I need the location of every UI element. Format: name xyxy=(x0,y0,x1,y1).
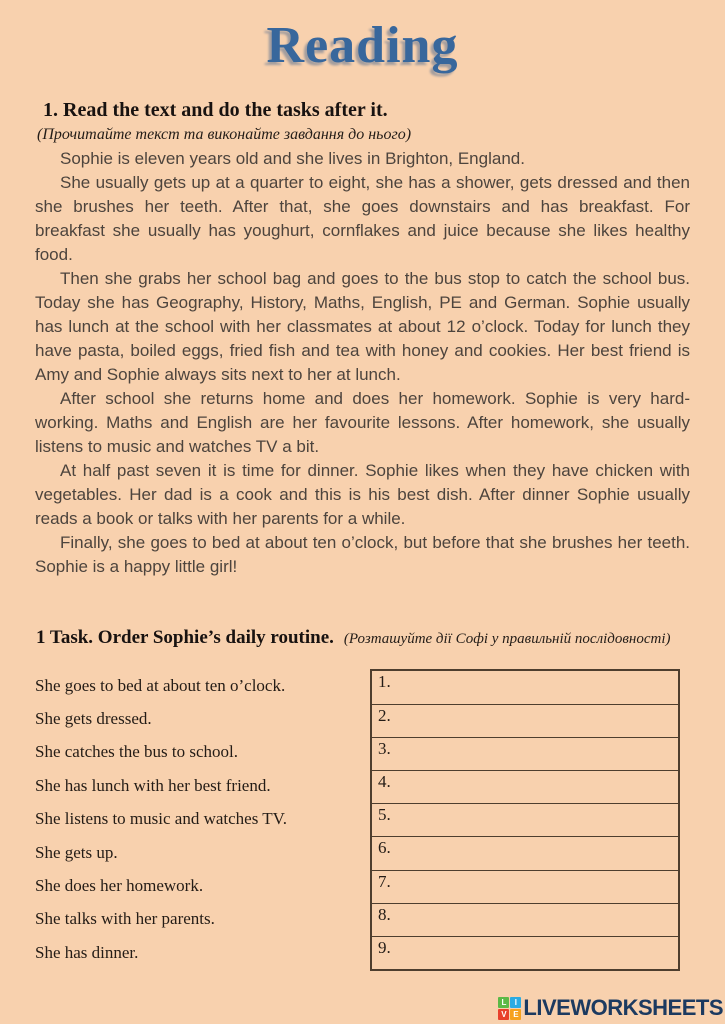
routine-item: She does her homework. xyxy=(35,876,204,896)
reading-paragraph: Then she grabs her school bag and goes to the bus stop to catch the school bus. Today she has Geography, History, Maths, English, PE and German. Sophie usually has lunch at the school with her classmates at about 12 o’clock. Today for lunch they have pasta, boiled eggs, fried fish and tea with honey and cookies. Her best friend is Amy and Sophie always sits next to her at lunch. xyxy=(35,269,690,384)
routine-items-list xyxy=(35,669,370,971)
instruction-translation: (Прочитайте текст та виконайте завдання до нього) xyxy=(37,126,412,143)
answer-number: 4. xyxy=(378,772,391,792)
answer-number: 7. xyxy=(378,871,391,891)
answer-row[interactable] xyxy=(372,803,678,836)
routine-item: She gets up. xyxy=(35,842,118,862)
routine-item: She gets dressed. xyxy=(35,709,152,729)
instruction-heading: 1. Read the text and do the tasks after it. xyxy=(43,99,388,121)
footer-brand xyxy=(498,995,723,1021)
answer-number: 1. xyxy=(378,672,391,691)
liveworksheets-logo-icon xyxy=(498,997,521,1020)
task-translation: (Розташуйте дії Софі у правильній послідовності) xyxy=(343,631,671,647)
answer-row[interactable] xyxy=(372,836,678,869)
answer-row[interactable] xyxy=(372,903,678,936)
answer-row[interactable] xyxy=(372,671,678,704)
reading-text xyxy=(35,147,690,579)
routine-item: She catches the bus to school. xyxy=(35,742,239,762)
logo-letter-tile: L xyxy=(498,997,509,1008)
logo-letter-tile: E xyxy=(510,1009,521,1020)
routine-item: She has lunch with her best friend. xyxy=(35,775,271,795)
answer-table xyxy=(370,669,680,971)
task-heading-row xyxy=(36,627,670,649)
answer-number: 3. xyxy=(378,739,391,759)
answer-row[interactable] xyxy=(372,737,678,770)
answer-number: 8. xyxy=(378,904,391,924)
page-title: Reading xyxy=(266,17,459,74)
logo-letter-tile: I xyxy=(510,997,521,1008)
reading-paragraph: She usually gets up at a quarter to eight, she has a shower, gets dressed and then she brushes her teeth. After that, she goes downstairs and has breakfast. For breakfast she usually has youghurt, cornflakes and juice because she likes healthy food. xyxy=(35,173,690,264)
answer-row[interactable] xyxy=(372,770,678,803)
answer-row[interactable] xyxy=(372,704,678,737)
routine-item: She has dinner. xyxy=(35,942,139,962)
answer-number: 2. xyxy=(378,706,391,726)
task-heading: 1 Task. Order Sophie’s daily routine. xyxy=(36,627,334,648)
ordering-task xyxy=(35,669,690,971)
brand-name: LIVEWORKSHEETS xyxy=(523,995,723,1020)
logo-letter-tile: V xyxy=(498,1009,509,1020)
routine-item: She goes to bed at about ten o’clock. xyxy=(35,675,286,695)
reading-paragraph: Sophie is eleven years old and she lives in Brighton, England. xyxy=(60,149,525,168)
routine-item: She talks with her parents. xyxy=(35,909,215,929)
answer-row[interactable] xyxy=(372,936,678,969)
reading-paragraph: After school she returns home and does her homework. Sophie is very hard-working. Maths and English are her favourite lessons. After homework, she usually listens to music and watches TV a bit. xyxy=(35,389,690,456)
answer-number: 9. xyxy=(378,937,391,957)
answer-row[interactable] xyxy=(372,870,678,903)
routine-item: She listens to music and watches TV. xyxy=(35,809,287,829)
answer-number: 5. xyxy=(378,805,391,825)
reading-paragraph: Finally, she goes to bed at about ten o’clock, but before that she brushes her teeth. Sophie is a happy little girl! xyxy=(35,533,690,576)
answer-number: 6. xyxy=(378,838,391,858)
reading-paragraph: At half past seven it is time for dinner. Sophie likes when they have chicken with vegetables. Her dad is a cook and this is his best dish. After dinner Sophie usually reads a book or talks with her parents for a while. xyxy=(35,461,690,528)
